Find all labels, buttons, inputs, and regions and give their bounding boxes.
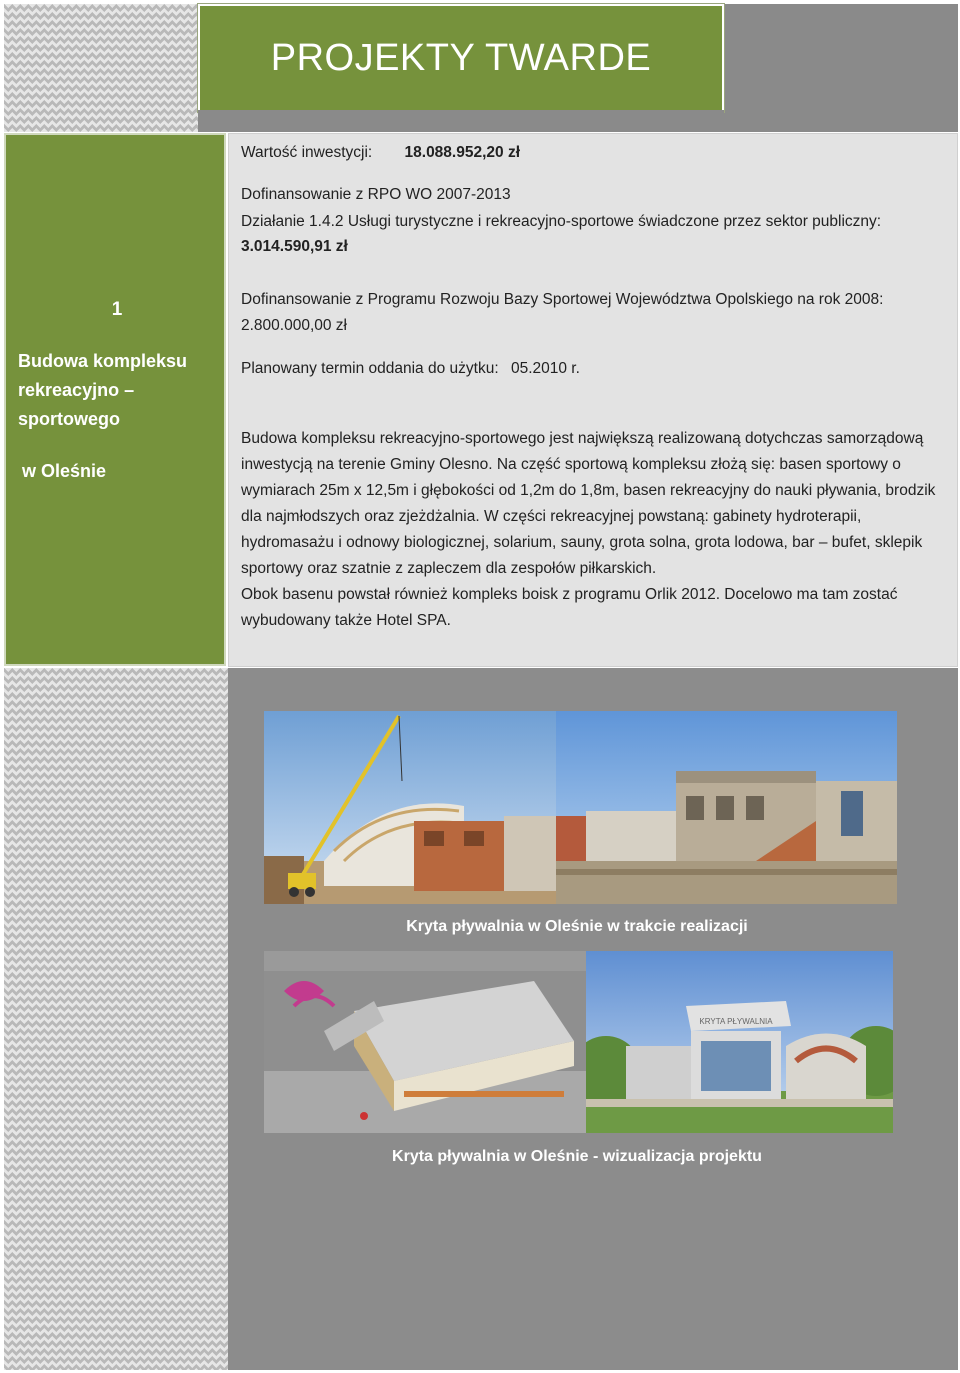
project-description bbox=[241, 426, 951, 634]
program-funding-amount: 2.800.000,00 zł bbox=[241, 317, 348, 334]
rpo-funding-amount: 3.014.590,91 zł bbox=[241, 238, 348, 255]
construction-photo-crane bbox=[264, 711, 556, 904]
building-sign-text: KRYTA PŁYWALNIA bbox=[699, 1017, 773, 1026]
completion-term-row bbox=[241, 360, 580, 378]
investment-value-amount: 18.088.952,20 zł bbox=[404, 144, 521, 161]
rpo-funding-line: Dofinansowanie z RPO WO 2007-2013 bbox=[241, 186, 511, 203]
decorative-pattern-top bbox=[4, 4, 198, 132]
photo-caption: Kryta pływalnia w Oleśnie - wizualizacja projektu bbox=[392, 1148, 762, 1165]
investment-value-label: Wartość inwestycji: bbox=[241, 144, 373, 161]
project-details-panel bbox=[228, 133, 958, 667]
description-paragraph: Obok basenu powstał również kompleks boisk z programu Orlik 2012. Docelowo ma tam zostać wybudowany także Hotel SPA. bbox=[241, 586, 898, 629]
project-sidebar bbox=[4, 133, 226, 666]
completion-term-value: 05.2010 r. bbox=[510, 360, 580, 377]
investment-value-row bbox=[241, 144, 520, 162]
visualization-entrance bbox=[586, 951, 893, 1133]
project-number: 1 bbox=[111, 299, 123, 320]
completion-term-label: Planowany termin oddania do użytku: bbox=[241, 360, 499, 377]
header-gray-block bbox=[722, 4, 958, 132]
project-name: Budowa kompleksu rekreacyjno – sportowego bbox=[18, 351, 188, 429]
photo-caption: Kryta pływalnia w Oleśnie w trakcie realizacji bbox=[406, 918, 748, 935]
project-place: w Oleśnie bbox=[22, 461, 107, 481]
decorative-pattern-bottom bbox=[4, 668, 228, 1370]
visualization-aerial bbox=[264, 951, 586, 1133]
header-gray-strip bbox=[198, 110, 724, 132]
construction-photo-building bbox=[556, 711, 897, 904]
page-title: PROJEKTY TWARDE bbox=[270, 36, 652, 79]
description-paragraph: Budowa kompleksu rekreacyjno-sportowego jest największą realizowaną dotychczas samorządową inwestycją na terenie Gminy Olesno. Na część sportową kompleksu złożą się: basen sportowy o wymiarach 25m x 12,5m i głębokości od 1,2m do 1,8m, basen rekreacyjny do nauki pływania, brodzik dla najmłodszych oraz zjeżdżalnia. W części rekreacyjnej powstaną: gabinety hydroterapii, hydromasażu i odnowy biologicznej, solarium, sauny, grota solna, grota lodowa, bar – bufet, sklepik sportowy oraz szatnie z zapleczem dla zespołów piłkarskich. bbox=[241, 430, 936, 577]
program-funding-line: Dofinansowanie z Programu Rozwoju Bazy Sportowej Województwa Opolskiego na rok 2008: bbox=[241, 291, 884, 308]
rpo-measure-line: Działanie 1.4.2 Usługi turystyczne i rekreacyjno-sportowe świadczone przez sektor publiczny: bbox=[241, 213, 882, 230]
title-banner bbox=[198, 4, 724, 112]
